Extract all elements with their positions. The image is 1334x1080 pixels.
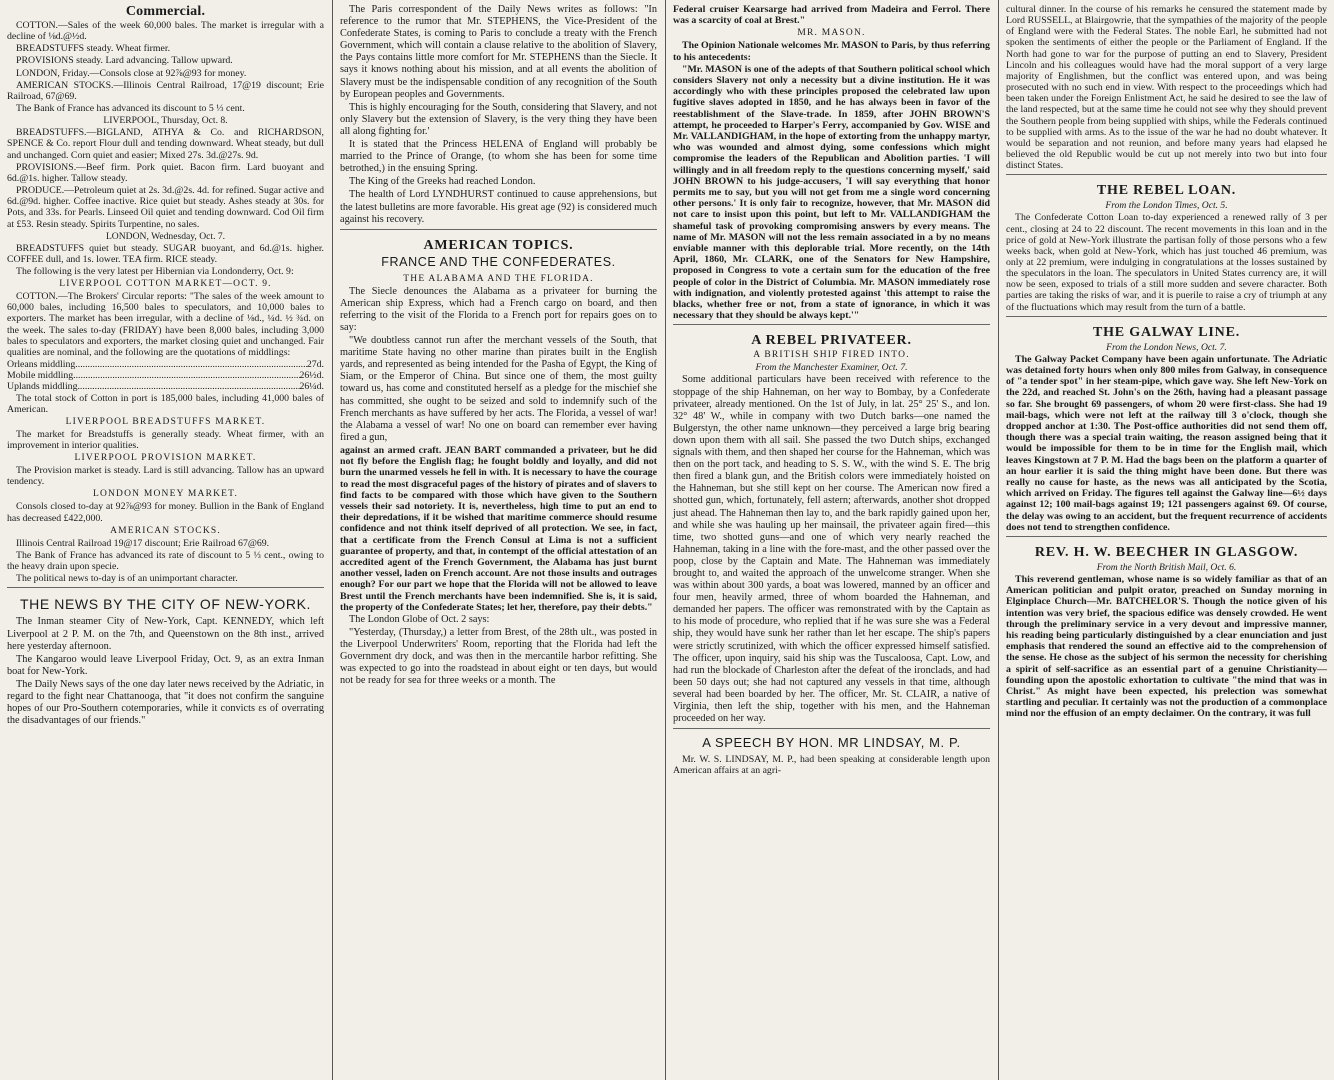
paragraph: It is stated that the Princess HELENA of England will probably be married to the Prince of Orange, (to whom she has been for some time betrothed,) in the ensuing Spring.: [340, 139, 657, 175]
leader-dots: [73, 370, 299, 381]
paragraph: PROVISIONS steady. Lard advancing. Tallow upward.: [16, 55, 233, 67]
commercial-section: [7, 4, 324, 114]
paragraph: The following is the very latest per Hibernian via Londonderry, Oct. 9:: [16, 265, 294, 277]
column-1: [0, 0, 331, 1080]
paragraph: COTTON.—The Brokers' Circular reports: "The sales of the week amount to 60,000 bales, including 16,500 bales to speculators, and 10,000 bales to exporters. The market has been irregular, with a decline of ⅛d., ¼d. ½ ¾d. on the week. The sales to-day (FRIDAY) have been 8,000 bales, including 3,000 bales to speculators and exporters, the market closing quiet and unchanged. Fair qualities are nominal, and the following are the quotations of middlings:: [7, 291, 324, 358]
quote-row: [7, 370, 324, 381]
money-market-section: [7, 489, 324, 523]
article-headline: A REBEL PRIVATEER.: [751, 333, 912, 349]
quoted-paragraph: "We doubtless cannot run after the merchant vessels of the South, that maritime State having no other marine than pirates built in the English yards, and represented as being intended for the Pasha of Egypt, the King of Siam, or the Emperor of China. But since one of them, the most guilty toward us, has come and constituted herself as a pledge for the mischief she has committed, she ought to be seized and sold to indemnify such of the French merchants as have suffered by her acts. The Florida, a vessel of war! the Alabama a vessel of war! No one on board can remember ever having fired a gun,: [340, 335, 657, 443]
american-stocks-section: [7, 526, 324, 585]
leader-dots: [75, 359, 307, 370]
paragraph: The market for Breadstuffs is generally steady. Wheat firmer, with an improvement in interior qualities.: [7, 428, 324, 451]
brest-continuation: [673, 4, 990, 26]
article-source: From the Manchester Examiner, Oct. 7.: [755, 362, 908, 374]
paragraph: The Bank of France has advanced its rate of discount to 5 ⅓ cent., owing to the heavy drain upon specie.: [7, 549, 324, 573]
quote-value: 27d.: [306, 359, 324, 371]
paragraph: BREADSTUFFS.—BIGLAND, ATHYA & Co. and RICHARDSON, SPENCE & Co. report Flour dull and tending downward. Wheat steady, but dull and unchanged. Corn quiet and easier; Mixed 27s. 3d.@27s. 9d.: [7, 127, 324, 161]
paragraph: The Provision market is steady. Lard is still advancing. Tallow has an upward tendency.: [7, 465, 324, 488]
galway-line-section: [1006, 316, 1327, 533]
liverpool-thursday-section: [7, 115, 324, 229]
paragraph: PRODUCE.—Petroleum quiet at 2s. 3d.@2s. 4d. for refined. Sugar active and 6d.@9d. higher. Coffee inactive. Rice quiet but steady. Ashes steady at 30s. for Pots, and 33s. for Pearls. Linseed Oil quiet and tending downward. Cod Oil firm at £53. Resin steady. Spirits Turpentine, no sales.: [7, 185, 324, 230]
quote-label: Uplands middling: [7, 381, 78, 393]
paragraph: Mr. W. S. LINDSAY, M. P., had been speaking at considerable length upon American affairs at an agri-: [673, 754, 990, 777]
paragraph: The Opinion Nationale welcomes Mr. MASON to Paris, by thus referring to his antecedents:: [673, 40, 990, 63]
article-source: From the London News, Oct. 7.: [1106, 341, 1227, 353]
paragraph: Federal cruiser Kearsarge had arrived from Madeira and Ferrol. There was a scarcity of coal at Brest.": [673, 4, 990, 27]
section-subhead: LIVERPOOL BREADSTUFFS MARKET.: [65, 416, 266, 427]
article-source: From the London Times, Oct. 5.: [1105, 200, 1228, 212]
paragraph: AMERICAN STOCKS.—Illinois Central Railroad, 17@19 discount; Erie Railroad, 67@69.: [7, 79, 324, 102]
mason-section: [673, 28, 990, 321]
article-headline: THE GALWAY LINE.: [1092, 324, 1241, 340]
paragraph: The Confederate Cotton Loan to-day experienced a renewed rally of 3 per cent., closing at 24 to 22 discount. The recent movements in this loan and in the price of gold at New-York illustrate the partisan folly of those persons who a few weeks back, when gold at New-York, which has just touched 46 premium, was only at 22 premium, were indulging in congratulations at the losses sustained by the speculators in the loan. The speculators in United States currency are, it will now be seen, exposed to trials of a still more sudden and severe character. Both parties are taking the risks of war, and it is puerile to raise a cry of triumph at any of the fluctuations which may result from the turn of a battle.: [1006, 212, 1327, 313]
quote-value: 26½d.: [299, 370, 324, 382]
paragraph: LONDON, Friday.—Consols close at 92⅞@93 for money.: [16, 67, 247, 79]
quote-label: Orleans middling: [7, 359, 76, 371]
article-source: From the North British Mail, Oct. 6.: [1096, 562, 1237, 573]
lindsay-continuation: [1006, 4, 1327, 171]
section-subhead: LIVERPOOL COTTON MARKET—OCT. 9.: [59, 279, 272, 290]
paragraph: Some additional particulars have been received with reference to the stoppage of the ship Hahneman, on her way to Bombay, by a Confederate privateer, already mentioned. On the 1st of July, in lat. 25° 25' S., and lon. 32° 48' W., while in company with two Dutch barks—one named the Bulgerstyn, the other name unknown—they perceived a large brig bearing down upon them with all sail. She passed the two Dutch ships, exchanged signals with them, and then shaped her course for the Hahneman, which was then on the port tack, and heading to S. S. W., with the wind S. E. The brig then fired a blank gun, and the British colors were immediately hoisted on the Hahneman, but she still kept on her course. The American now fired a shotted gun, which, fortunately, fell astern; afterwards, another shot dropped just ahead. The Hahneman then lay to, and the bark rapidly gained upon her, and while she was hauling up her mainsail, the privateer again fired—this time, two shotted guns—and one of which very nearly reached the Hahneman, taking in a line with the fore-mast, and the other passed over the poop, close by the Captain and Mate. The Hahneman was immediately brought to, and waited the approach of the unwelcome stranger. When she was within about 300 yards, a boat was lowered, manned by an officer and four men, heavily armed, three of whom boarded the Hahneman, and demanded her papers. The officer was remonstrated with by the Captain as to his mode of procedure, who replied that if he was sure she was a Federal ship, they would have sunk her rather than let her escape. The ship's papers were strictly scrutinized, with which the officer expressed himself satisfied. The officer, upon inquiry, said his ship was the Tuscaloosa, Capt. Low, and had run the blockade of Charleston after the defeat of the ironclads, and had been 50 days out; she had not captured any vessels in that time, although several had been boarded by her. The officer, Mr. St. CLAIR, a native of Virginia, then left the ship, together with his men, and the Hahneman proceeded on her way.: [673, 374, 990, 725]
column-2: [333, 0, 664, 1080]
cotton-market-section: [7, 279, 324, 415]
paragraph: The health of Lord LYNDHURST continued to cause apprehensions, but the latest bulletins are more favorable. His great age (92) is considered much against his recovery.: [340, 189, 657, 225]
paragraph: cultural dinner. In the course of his remarks he censured the statement made by Lord RUSSELL, at Blairgowrie, that the sympathies of the majority of the people of England were with the Federal States. The noble Earl, he submitted had not spoken the sentiments of either the people or the Parliament of England. If the North had gone to war for the purpose of putting an end to Slavery, President Lincoln and his colleagues would have had the moral support of a very large majority of Englishmen, but the conflict was entered upon, and was being prosecuted with no such end in view. With respect to the proceedings which had been taken under the Foreign Enlistment Act, he said he desired to see the law of the land respected, but at the same time he could not see why they should prevent the Southern people from being supplied with ships, while the Federals continued to be supplied with arms. As to the issue of the war he had no doubt whatever. It would be separation and not reunion, and before many years had elapsed he believed the old Republic would be cut up not merely into two but into four distinct States.: [1006, 4, 1327, 172]
column-3: [666, 0, 997, 1080]
paragraph: Consols closed to-day at 92⅞@93 for money. Bullion in the Bank of England has decreased £422,000.: [7, 501, 324, 524]
paragraph: The Daily News says of the one day later news received by the Adriatic, in regard to the fight near Chattanooga, that "it does not confirm the sanguine hopes of our Pro-Southern cotemporaries, while it convicts ɛs of overrating the disadvantages of our friends.": [7, 678, 324, 727]
paragraph: This is highly encouraging for the South, considering that Slavery, and not only Slavery but the extension of Slavery, is the very thing they have been all along fighting for.': [340, 101, 657, 137]
quote-row: [7, 381, 324, 392]
column-4: [999, 0, 1334, 1080]
rebel-privateer-section: [673, 324, 990, 725]
section-subhead: LIVERPOOL PROVISION MARKET.: [74, 453, 257, 464]
paragraph: The Inman steamer City of New-York, Capt. KENNEDY, which left Liverpool at 2 P. M. on the 7th, and Queenstown on the 8th inst., arrived here yesterday afternoon.: [7, 616, 324, 652]
quote-value: 26¼d.: [299, 381, 324, 393]
rebel-loan-section: [1006, 174, 1327, 312]
quoted-paragraph: "Mr. MASON is one of the adepts of that Southern political school which considers Slavery not only a necessity but a divine institution. He it was accordingly who with these principles proposed the celebrated law upon fugitive slaves adopted in 1850, and he has always been in favor of the reestablishment of the Slave-trade. In 1859, after JOHN BROWN'S attempt, he proceeded to Harper's Ferry, accompanied by Gov. WISE and Mr. VALLANDIGHAM, in the hope of extorting from the unhappy martyr, who was wounded and almost dying, some confessions which might compromise the leaders of the Republican and Abolition parties. 'I will willingly and in all freedom reply to the questions concerning myself,' said JOHN BROWN to his judge-accusers, 'I will say everything that honor permits me to say, but you will not get from me a single word concerning other persons.' It is only fair to recognize, however, that Mr. MASON did not care to insist upon this point, but left to Mr. VALLANDIGHAM the shameful task of provoking compromising answers by every means. The name of Mr. MASON will not the less remain associated in a by no means enviable manner with this deplorable trial. More recently, on the 14th April, 1860, Mr. CLARK, one of the Senators for New Hampshire, proposed in Congress to vote a certain sum for the education of the free people of color in the District of Columbia. Mr. MASON immediately rose with indignation, and violently protested against 'this attempt to raise the blacks, whether free or not, from a state of ignorance, in which it was necessary that they should be always kept.'": [673, 63, 990, 322]
paragraph: PROVISIONS.—Beef firm. Pork quiet. Bacon firm. Lard buoyant and 6d.@1s. higher. Tallow steady.: [7, 161, 324, 184]
paragraph: The Bank of France has advanced its discount to 5 ⅓ cent.: [16, 103, 245, 115]
article-headline: A SPEECH BY HON. MR LINDSAY, M. P.: [702, 735, 961, 751]
paragraph: The Kangaroo would leave Liverpool Friday, Oct. 9, as an extra Inman boat for New-York.: [7, 653, 324, 677]
breadstuffs-market-section: [7, 417, 324, 451]
american-topics-section: [340, 229, 657, 688]
section-title: AMERICAN TOPICS.: [423, 237, 574, 253]
paragraph: The London Globe of Oct. 2 says:: [349, 613, 490, 625]
article-headline: THE REBEL LOAN.: [1096, 183, 1237, 199]
paragraph: The Galway Packet Company have been again unfortunate. The Adriatic was detained forty hours when only 800 miles from Galway, in consequence of "a tender spot" in her steam-pipe, which gave way. She left New-York on the 22d, and reached St. John's on the 26th, having had a pleasant passage so far. She brought 69 passengers, of whom 20 were first-class. She had 19 mail-bags, which were not left at the railway till 3 o'clock, though she dropped anchor at 1:30. The Post-office authorities did not send them off, though there was a special train waiting, the reason assigned being that it would be impossible for them to be in time for the English mail, which leaves Kingstown at 7 P. M. Had the bags been on the platform a quarter of an hour earlier it is said the thing might have been done. But there was really no cause for haste, as the news was all anticipated by the Scotia, which arrived on Friday. The figures tell against the Galway line—6½ days against 12; 100 mail-bags against 19; 121 passengers against 69. Of course, the delay was owing to an accident, but the frequent recurrence of accidents does not tend to strengthen confidence.: [1006, 353, 1327, 533]
lindsay-speech-section: [673, 728, 990, 776]
section-subhead: AMERICAN STOCKS.: [110, 525, 221, 536]
paragraph: This reverend gentleman, whose name is so widely familiar as that of an American politician and pulpit orator, preached on Sunday morning in Elginplace Church—Mr. BATCHELOR'S. Though the notice given of his intention was very brief, the spacious edifice was densely crowded. He went through the preliminary service in a very devout and impressive manner, his reading being particularly distinguished by a clear enunciation and just emphasis that rendered the sound an effective aid to the comprehension of the sense. He chose as the subject of his sermon the necessity for cherishing a spirit of self-sacrifice as an essential part of a genuine Christianity—founding upon the apostolic exhortation to cultivate "the mind that was in Christ." As might have been expected, his prelection was somewhat startling and peculiar. It certainly was not the production of a commonplace mind nor the effusion of an empty declaimer. On the contrary, it was full: [1006, 574, 1327, 720]
leader-dots: [77, 381, 299, 392]
article-subhead: MR. MASON.: [797, 28, 866, 39]
provision-market-section: [7, 453, 324, 487]
article-headline: REV. H. W. BEECHER IN GLASGOW.: [1034, 545, 1299, 560]
city-news-section: [7, 587, 324, 727]
london-wednesday-section: [7, 231, 324, 277]
dateline: LONDON, Wednesday, Oct. 7.: [105, 230, 226, 242]
paragraph: BREADSTUFFS quiet but steady. SUGAR buoyant, and 6d.@1s. higher. COFFEE dull, and 1s. lower. TEA firm. RICE steady.: [7, 242, 324, 265]
paragraph: The Siecle denounces the Alabama as a privateer for burning the American ship Express, which had a French cargo on board, and then referring to the visit of the Florida to a French port for repairs goes on to say:: [340, 285, 657, 333]
article-subhead: A BRITISH SHIP FIRED INTO.: [753, 350, 910, 361]
beecher-section: [1006, 536, 1327, 720]
paragraph: The King of the Greeks had reached London.: [349, 176, 536, 188]
article-subhead: THE ALABAMA AND THE FLORIDA.: [403, 273, 594, 284]
section-subhead: LONDON MONEY MARKET.: [92, 489, 239, 500]
quote-row: [7, 359, 324, 370]
paragraph: COTTON.—Sales of the week 60,000 bales. The market is irregular with a decline of ⅛d.@½d.: [7, 20, 324, 43]
dateline: LIVERPOOL, Thursday, Oct. 8.: [103, 115, 228, 127]
quoted-paragraph: "Yesterday, (Thursday,) a letter from Brest, of the 28th ult., was posted in the Liverpool Underwriters' Room, reporting that the Florida had left the Government dry dock, and was then in the mercantile harbor refitting. She was expected to go into the roadstead in about eight or ten days, but would not be ready for sea for three weeks or a month. The: [340, 627, 657, 687]
paragraph: BREADSTUFFS steady. Wheat firmer.: [16, 43, 171, 55]
quote-label: Mobile middling: [7, 370, 74, 382]
paragraph: Illinois Central Railroad 19@17 discount; Erie Railroad 67@69.: [16, 537, 270, 549]
article-headline: FRANCE AND THE CONFEDERATES.: [381, 254, 616, 269]
quoted-paragraph: against an armed craft. JEAN BART commanded a privateer, but he did not fly before the English flag; he fought boldly and loyally, and did not burn the unarmed vessels he fell in with. It is necessary to have the courage to read the most disgraceful pages of the history of pirates and of slavers to find facts to be compared with those which have given to the Southern vessels their sad notoriety. It is, nevertheless, high time to put an end to their depredations, if it be wished that maritime commerce should resume confidence and not think itself deprived of all protection. We see, in fact, that a certificate from the French Consul at Lima is not a sufficient guarantee of property, and that, in contempt of the official attestation of an accredited agent of the French Government, the Alabama has just burnt another vessel, laden on French account. Are not those insults and outrages enough? For our part we hope that the Florida will not be allowed to leave Brest until the French merchants have been indemnified. She is, it is said, the property of the Confederate States; let her, therefore, pay their debts.": [340, 444, 657, 613]
paris-correspondent-section: [340, 4, 657, 226]
paragraph: The Paris correspondent of the Daily News writes as follows: "In reference to the rumor that Mr. STEPHENS, the Vice-President of the Confederate States, is coming to Paris to conclude a treaty with the French Government, which will contain a clause relative to the abolition of Slavery, the Pays contains little more comfort for Mr. STEPHENS than the Siecle. It says it knows nothing about his mission, and at all events the abolition of Slavery must be the indispensable condition of any recognition of the South by European peoples and Governments.: [340, 4, 657, 100]
section-title: THE NEWS BY THE CITY OF NEW-YORK.: [19, 596, 312, 613]
paragraph: The total stock of Cotton in port is 185,000 bales, including 41,000 bales of American.: [7, 392, 324, 415]
paragraph: The political news to-day is of an unimportant character.: [16, 573, 238, 585]
section-title: Commercial.: [125, 4, 206, 19]
